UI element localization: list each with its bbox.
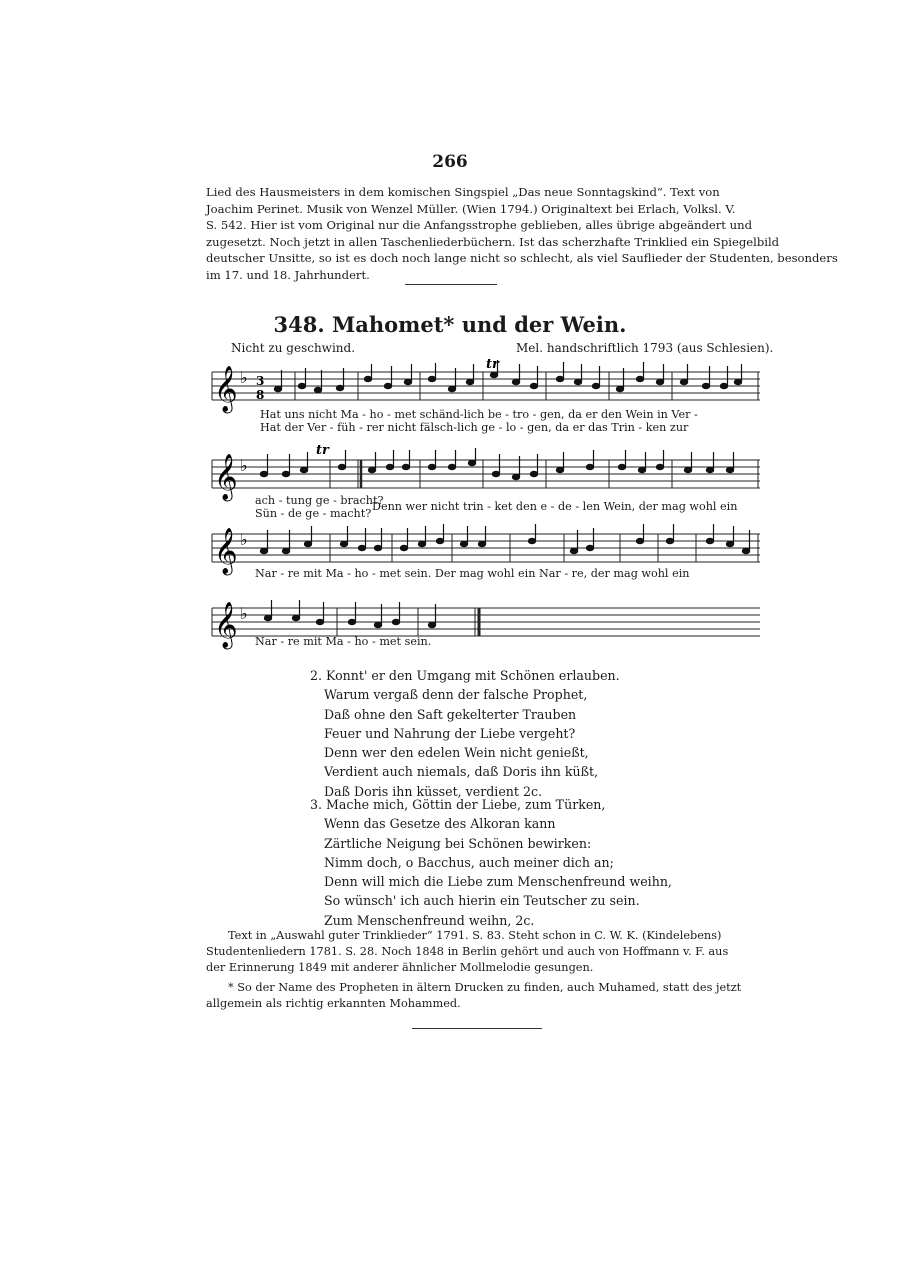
verse-line: So wünsch' ich auch hierin ein Teutscher zu sein. bbox=[324, 893, 640, 909]
verse-line: Denn wer den edelen Wein nicht genießt, bbox=[324, 745, 589, 761]
lyrics-row2-verse2: Sün - de ge - macht? bbox=[255, 507, 372, 520]
verse-line: Daß ohne den Saft gekelterter Trauben bbox=[324, 706, 577, 722]
note-line: Text in „Auswahl guter Trinklieder“ 1791. S. 83. Steht schon in C. W. K. (Kindelebens) bbox=[228, 929, 722, 942]
footnote-line: * So der Name des Propheten in ältern Drucken zu finden, auch Muhamed, statt des jetzt bbox=[228, 981, 742, 994]
verse-line: Zum Menschenfreund weihn, 2c. bbox=[324, 912, 535, 928]
footnote-line: allgemein als richtig erkannten Mohammed. bbox=[206, 997, 461, 1010]
source-note bbox=[206, 928, 754, 976]
note-line: der Erinnerung 1849 mit anderer ähnlicher Mollmelodie gesungen. bbox=[206, 961, 594, 974]
lyrics-row4: Nar - re mit Ma - ho - met sein. bbox=[255, 635, 432, 648]
flat-icon: ♭ bbox=[240, 456, 248, 475]
lyrics-row1-verse1: Hat uns nicht Ma - ho - met schänd-lich be - tro - gen, da er den Wein in Ver - bbox=[260, 408, 698, 421]
verse-line: Nimm doch, o Bacchus, auch meiner dich an; bbox=[324, 854, 614, 870]
verse-line: 2. Konnt' er den Umgang mit Schönen erlauben. bbox=[310, 668, 620, 683]
verse-line: Daß Doris ihn küsset, verdient 2c. bbox=[324, 783, 543, 799]
treble-clef-icon: 𝄞 bbox=[214, 528, 238, 574]
intro-line: im 17. und 18. Jahrhundert. bbox=[206, 267, 370, 282]
note-line: Studentenliedern 1781. S. 28. Noch 1848 in Berlin gehört und auch von Hoffmann v. F. aus bbox=[206, 945, 729, 958]
trill-mark: tr bbox=[486, 357, 499, 372]
treble-clef-icon: 𝄞 bbox=[214, 366, 238, 412]
verse-line: Denn will mich die Liebe zum Menschenfreund weihn, bbox=[324, 874, 672, 890]
page-number: 266 bbox=[432, 152, 468, 172]
flat-icon: ♭ bbox=[240, 530, 248, 549]
lyrics-row1-verse2: Hat der Ver - füh - rer nicht fälsch-lich ge - lo - gen, da er das Trin - ken zur bbox=[260, 421, 689, 434]
intro-paragraph bbox=[206, 184, 838, 284]
footnote bbox=[206, 980, 754, 1012]
treble-clef-icon: 𝄞 bbox=[214, 602, 238, 648]
melody-source: Mel. handschriftlich 1793 (aus Schlesien). bbox=[516, 341, 774, 355]
intro-line: Lied des Hausmeisters in dem komischen Singspiel „Das neue Sonntagskind“. Text von bbox=[206, 185, 720, 199]
song-title: 348. Mahomet* und der Wein. bbox=[273, 312, 627, 337]
verse-line: 3. Mache mich, Göttin der Liebe, zum Türken, bbox=[310, 797, 606, 812]
intro-line: deutscher Unsitte, so ist es doch noch lange nicht so schlecht, als viel Sauflieder der Studenten, besonders bbox=[206, 251, 838, 266]
bottom-divider bbox=[412, 1028, 542, 1029]
verse-line: Zärtliche Neigung bei Schönen bewirken: bbox=[324, 835, 592, 851]
lyrics-row2-refrain: Denn wer nicht trin - ket den e - de - len Wein, der mag wohl ein bbox=[372, 500, 738, 513]
section-divider bbox=[405, 284, 497, 285]
lyrics-row2-verse1: ach - tung ge - bracht? bbox=[255, 494, 384, 507]
verse-line: Wenn das Gesetze des Alkoran kann bbox=[324, 816, 556, 832]
intro-line: S. 542. Hier ist vom Original nur die Anfangsstrophe geblieben, alles übrige abgeändert und bbox=[206, 218, 753, 233]
time-signature-top: 3 bbox=[256, 374, 265, 388]
flat-icon: ♭ bbox=[240, 368, 248, 387]
verse-line: Feuer und Nahrung der Liebe vergeht? bbox=[324, 725, 576, 741]
intro-line: Joachim Perinet. Musik von Wenzel Müller. (Wien 1794.) Originaltext bei Erlach, Volksl. V. bbox=[206, 201, 736, 216]
verse-line: Warum vergaß denn der falsche Prophet, bbox=[324, 687, 588, 703]
verse-3 bbox=[310, 795, 672, 930]
verse-line: Verdient auch niemals, daß Doris ihn küßt, bbox=[324, 764, 599, 780]
trill-mark: tr bbox=[316, 443, 329, 458]
flat-icon: ♭ bbox=[240, 604, 248, 623]
lyrics-row3: Nar - re mit Ma - ho - met sein. Der mag wohl ein Nar - re, der mag wohl ein bbox=[255, 567, 690, 580]
treble-clef-icon: 𝄞 bbox=[214, 454, 238, 500]
tempo-marking: Nicht zu geschwind. bbox=[231, 341, 356, 355]
time-signature-bottom: 8 bbox=[256, 388, 265, 402]
intro-line: zugesetzt. Noch jetzt in allen Taschenliederbüchern. Ist das scherzhafte Trinklied ein Spiegelbild bbox=[206, 234, 780, 249]
verse-2 bbox=[310, 666, 620, 801]
music-staff-1 bbox=[200, 358, 760, 414]
